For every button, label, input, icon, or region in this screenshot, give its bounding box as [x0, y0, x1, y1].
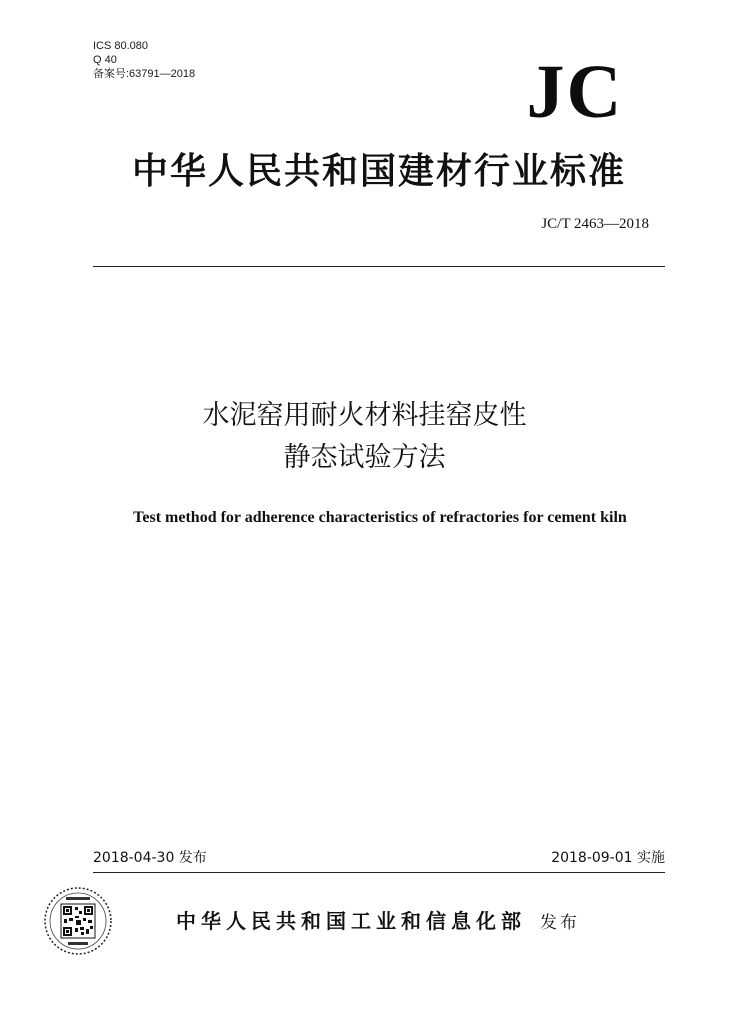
- publisher-name: 中华人民共和国工业和信息化部: [176, 909, 526, 933]
- standard-number: JC/T 2463—2018: [541, 216, 649, 232]
- document-title-en: Test method for adherence characteristics of refractories for cement kiln: [133, 509, 627, 526]
- title-cn-line-1: 水泥窑用耐火材料挂窑皮性: [202, 400, 527, 431]
- anti-counterfeit-qr-seal-icon: [42, 885, 114, 957]
- document-title-cn: [0, 395, 729, 479]
- issue-date: 2018-04-30 发布: [93, 850, 207, 866]
- standard-title: 中华人民共和国建材行业标准: [131, 150, 626, 192]
- header-divider: [93, 266, 665, 267]
- classification-code: Q 40: [93, 54, 117, 66]
- footer-divider: [93, 872, 665, 873]
- publish-label: 发布: [540, 913, 580, 933]
- jc-logo: JC: [526, 50, 624, 134]
- implementation-date: 2018-09-01 实施: [551, 850, 665, 866]
- title-cn-line-2: 静态试验方法: [283, 442, 446, 473]
- ics-code: ICS 80.080: [93, 40, 149, 52]
- record-number: 备案号:63791—2018: [93, 68, 196, 80]
